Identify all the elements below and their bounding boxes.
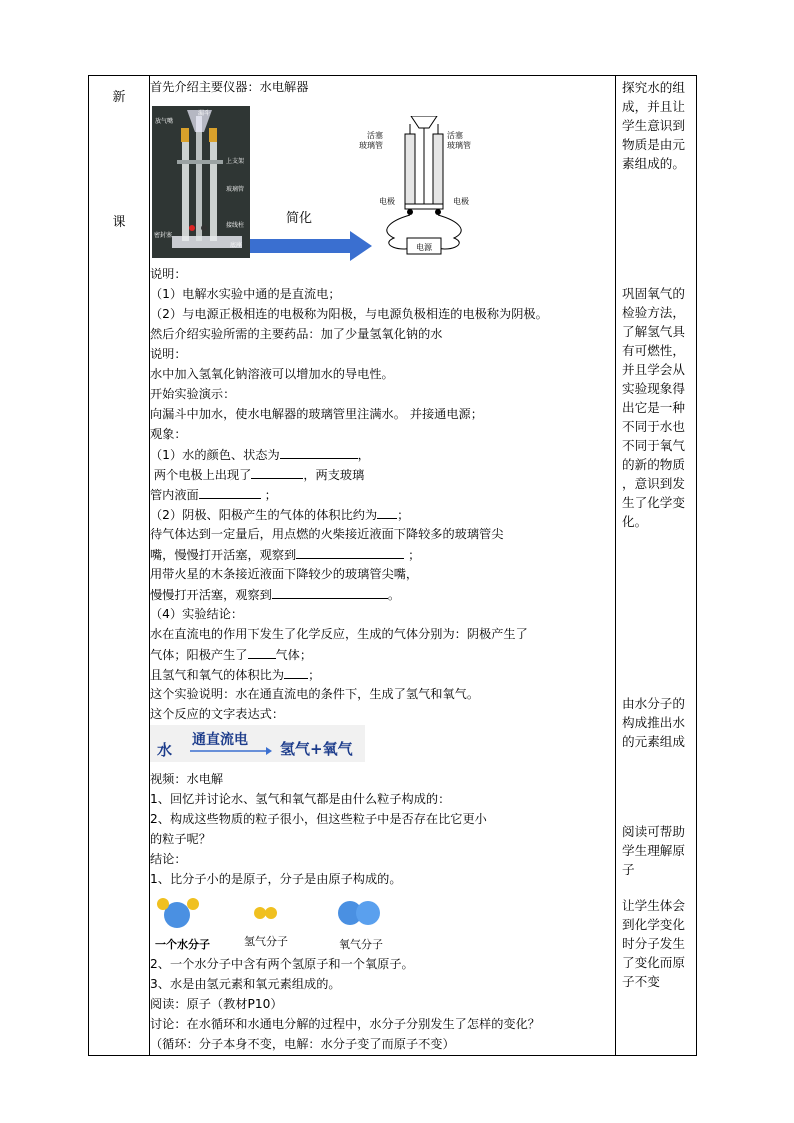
- equation-condition: 通直流电: [192, 732, 248, 748]
- observation-2e: 慢慢打开活塞，观察到 。: [150, 588, 401, 602]
- diagram-electrode-right: 电极: [453, 197, 469, 206]
- note-5: 让学生体会 到化学变化 时分子发生 了变化而原 子不变: [622, 898, 685, 989]
- text-line: （1）电解水实验中通的是直流电；: [150, 287, 341, 301]
- diagram-tube-right: 玻璃管: [447, 141, 471, 150]
- hydrogen-atom: [254, 907, 266, 919]
- oxygen-molecule-label: 氧气分子: [339, 938, 383, 951]
- label-base: 底座: [230, 242, 243, 249]
- column-divider: [615, 76, 616, 1055]
- equation-arrow-icon: [190, 747, 272, 755]
- apparatus-photo: [152, 106, 250, 258]
- text-line: 讨论：在水循环和水通电分解的过程中，水分子分别发生了怎样的变化？: [150, 1017, 540, 1031]
- simplify-label: 简化: [286, 211, 313, 226]
- equation-products: 氢气+氧气: [280, 740, 353, 758]
- observation-2b: 待气体达到一定量后，用点燃的火柴接近液面下降较多的玻璃管尖: [150, 527, 504, 541]
- conclusion-line: 这个实验说明：水在通直流电的条件下，生成了氢气和氧气。: [150, 687, 480, 701]
- observation-1a: （1）水的颜色、状态为 ，: [150, 448, 370, 462]
- diagram-valve-right: 活塞: [447, 131, 463, 140]
- arrow-icon: [250, 231, 374, 261]
- conclusion-line: 且氢气和氧气的体积比为 ；: [150, 668, 321, 682]
- conclusion-line: 水在直流电的作用下发生了化学反应，生成的气体分别为：阴极产生了: [150, 627, 528, 641]
- conclusion-head: （4）实验结论：: [150, 607, 244, 621]
- text-line: 的粒子呢？: [150, 832, 211, 846]
- observation-1c: 管内液面 ；: [150, 488, 277, 502]
- text-line: 视频：水电解: [150, 772, 224, 786]
- text-line: 1、回忆并讨论水、氢气和氧气都是由什么粒子构成的：: [150, 792, 451, 806]
- note-1: 探究水的组 成，并且让 学生意识到 物质是由元 素组成的。: [622, 80, 685, 171]
- oxygen-atom: [356, 901, 380, 925]
- hydrogen-atom: [265, 907, 277, 919]
- observation-2a: （2）阴极、阳极产生的气体的体积比约为 ；: [150, 508, 410, 522]
- text-line: 2、一个水分子中含有两个氢原子和一个氧原子。: [150, 957, 414, 971]
- hydrogen-molecule-label: 氢气分子: [244, 935, 288, 948]
- diagram-tube-left: 玻璃管: [359, 141, 383, 150]
- label-funnel: 漏斗: [198, 110, 211, 117]
- apparatus-diagram: [359, 116, 479, 261]
- text-line: 说明：: [150, 267, 187, 281]
- conclusion-line: 气体；阳极产生了 气体；: [150, 648, 313, 662]
- text-line: 2、构成这些物质的粒子很小，但这些粒子中是否存在比它更小: [150, 812, 487, 826]
- text-line: 开始实验演示：: [150, 387, 236, 401]
- equation-reactant: 水: [157, 741, 173, 759]
- text-line: 1、比分子小的是原子，分子是由原子构成的。: [150, 872, 402, 886]
- observation-1b: 两个电极上出现了 ，两支玻璃: [153, 468, 365, 482]
- water-h-atom: [187, 898, 199, 910]
- conclusion-line: 这个反应的文字表达式：: [150, 707, 285, 721]
- observation-2d: 用带火星的木条接近液面下降较少的玻璃管尖嘴，: [150, 567, 419, 581]
- diagram-electrode-left: 电极: [379, 197, 395, 206]
- label-terminal: 接线柱: [226, 222, 245, 229]
- molecule-models: [155, 896, 405, 932]
- text-line: 3、水是由氢元素和氧元素组成的。: [150, 977, 341, 991]
- intro-line: 首先介绍主要仪器：水电解器: [150, 80, 309, 94]
- note-2: 巩固氧气的 检验方法， 了解氢气具 有可燃性， 并且学会从 实验现象得 出它是一种 不同于水也 不同于氧气 的新的物质 ，意识到发 生了化学变 化。: [622, 286, 685, 529]
- label-stopcock: 密封塞: [154, 232, 173, 239]
- text-line: 结论：: [150, 852, 187, 866]
- text-line: （2）与电源正极相连的电极称为阳极，与电源负极相连的电极称为阴极。: [150, 307, 548, 321]
- text-line: 向漏斗中加水，使水电解器的玻璃管里注满水。 并接通电源；: [150, 407, 483, 421]
- section-char-2: 课: [112, 215, 126, 230]
- text-line: 然后介绍实验所需的主要药品：加了少量氢氧化钠的水: [150, 327, 443, 341]
- diagram-power: 电源: [416, 243, 432, 252]
- label-vent: 放气嘴: [155, 118, 174, 125]
- word-equation: [150, 725, 365, 762]
- text-line: 观象：: [150, 427, 187, 441]
- text-line: 水中加入氢氧化钠溶液可以增加水的导电性。: [150, 367, 394, 381]
- label-glass-tube: 玻璃管: [226, 186, 245, 193]
- text-line: 说明：: [150, 347, 187, 361]
- section-char-1: 新: [112, 90, 126, 105]
- label-upper-support: 上支架: [226, 158, 245, 165]
- note-4: 阅读可帮助 学生理解原 子: [622, 824, 685, 877]
- lesson-table: [88, 75, 697, 1056]
- text-line: 阅读：原子（教材P10）: [150, 997, 283, 1011]
- diagram-valve-left: 活塞: [367, 131, 383, 140]
- water-h-atom: [157, 898, 169, 910]
- text-line: （循环：分子本身不变，电解：水分子变了而原子不变）: [150, 1037, 455, 1051]
- observation-2c: 嘴，慢慢打开活塞，观察到 ；: [150, 548, 421, 562]
- note-3: 由水分子的 构成推出水 的元素组成: [622, 696, 685, 749]
- water-molecule-label: 一个水分子: [155, 938, 210, 951]
